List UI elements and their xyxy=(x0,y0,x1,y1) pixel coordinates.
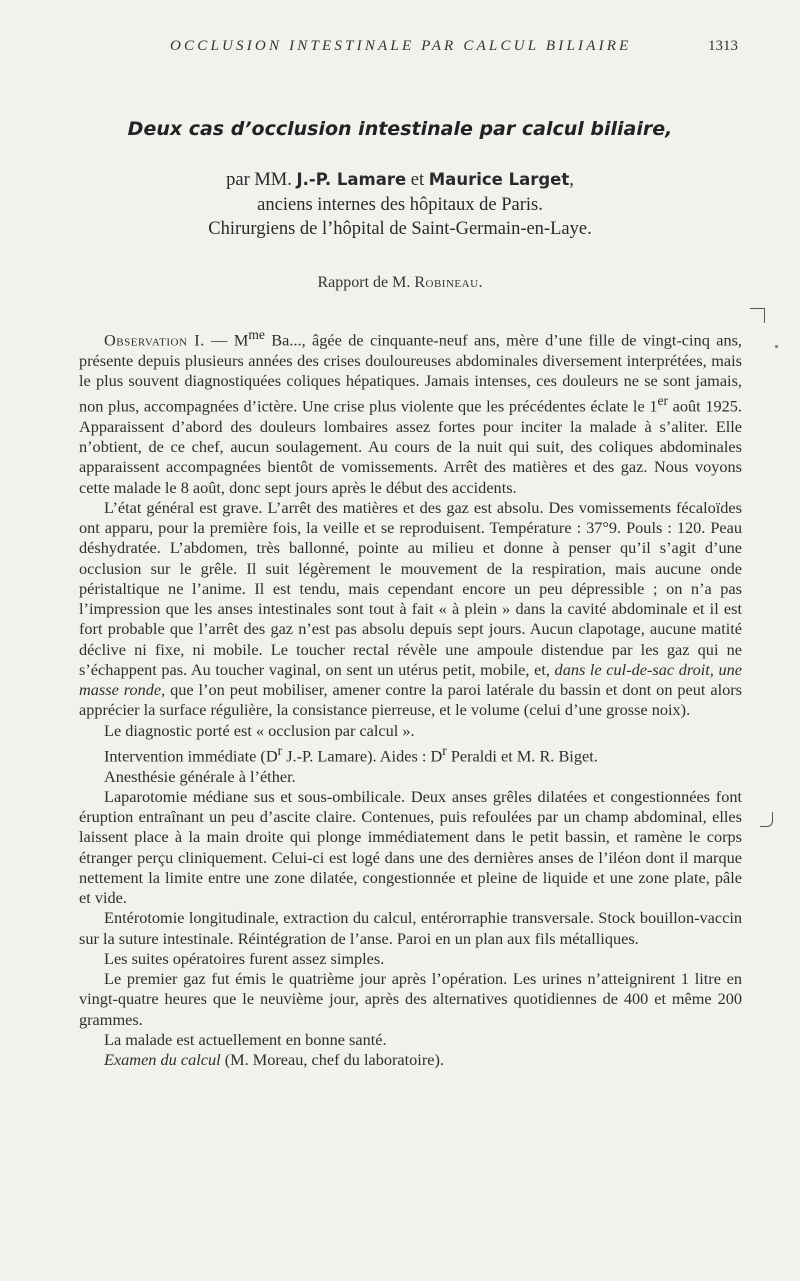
paragraph-examination xyxy=(79,498,742,721)
authors-prefix: par MM. xyxy=(226,170,297,190)
author-1: J.-P. Lamare xyxy=(296,170,407,189)
report-line xyxy=(0,274,800,292)
text-span: Ba..., âgée de cinquante-neuf ans, mère d’une fille de vingt-cinq ans, présente depuis plusieurs années des crises douloureuses abdominales diversement interprétées, mais le plus souvent diagnostiquées coliques hépatiques. Jamais intenses, ces douleurs ne se sont jamais, non plus, accompagnées d’ictère. Une crise plus violente que les précédentes éclate le 1 xyxy=(79,330,742,416)
running-head: OCCLUSION INTESTINALE PAR CALCUL BILIAIRE xyxy=(170,38,632,54)
text-span: J.-P. Lamare). Aides : D xyxy=(282,746,443,766)
superscript: r xyxy=(442,742,447,758)
article-title: Deux cas d’occlusion intestinale par calcul biliaire, xyxy=(127,118,673,140)
reporter-name: Robineau xyxy=(414,274,479,291)
report-prefix: Rapport de M. xyxy=(317,274,415,291)
italic-span: Examen du calcul xyxy=(104,1050,221,1070)
paragraph-enterotomy: Entérotomie longitudinale, extraction du calcul, entérorraphie transversale. Stock bouillon-vaccin sur la suture intestinale. Réintégration de l’anse. Paroi en un plan aux fils métalliques. xyxy=(79,908,742,948)
observation-label: Observation I. xyxy=(104,330,205,350)
paragraph-status: La malade est actuellement en bonne santé. xyxy=(104,1029,387,1049)
paragraph-calculus-exam xyxy=(79,1050,742,1070)
authors-and: et xyxy=(406,170,429,190)
text-span: Peraldi et M. R. Biget. xyxy=(446,746,598,766)
paragraph-recovery: Le premier gaz fut émis le quatrième jour après l’opération. Les urines n’atteignirent 1 litre en vingt-quatre heures que le neuvième jour, après des alternatives quotidiennes de 400 et même 200 grammes. xyxy=(79,969,742,1029)
paragraph-intervention xyxy=(79,741,742,767)
text-span: Intervention immédiate (D xyxy=(104,746,278,766)
superscript: me xyxy=(248,327,265,342)
report-suffix: . xyxy=(478,274,483,291)
author-affiliation-1: anciens internes des hôpitaux de Paris. xyxy=(257,195,543,215)
margin-dot-icon xyxy=(775,345,778,348)
paragraph-diagnosis: Le diagnostic porté est « occlusion par calcul ». xyxy=(104,720,415,740)
italic-span: dans le cul-de-sac droit, une masse ronde xyxy=(79,659,743,700)
page-number: 1313 xyxy=(708,38,738,54)
text-span: L’état général est grave. L’arrêt des matières et des gaz est absolu. Des vomissements fécaloïdes ont apparu, pour la première fois, la veille et se reproduisent. Température : 37°9. Pouls : 120. Peau déshydratée. L’abdomen, très ballonné, pointe au milieu et donne à penser qu’il s’agit d’une occlusion sur le grêle. Il suit légèrement le mouvement de la respiration, mais aucune onde péristaltique ne l’anime. Il est tendu, mais cependant encore un peu dépressible ; on n’a pas l’impression que les anses intestinales sont tout à fait « à plein » dans la cavité abdominale et il est fort probable que l’arrêt des gaz n’est pas absolu depuis sept jours. Aucun clapotage, aucune matité déclive ni fixe, ni mobile. Le toucher rectal révèle une ampoule distendue par les gaz qui ne s’échappent pas. Au toucher vaginal, on sent un utérus petit, mobile, et, xyxy=(79,497,742,679)
superscript: er xyxy=(657,393,669,409)
paragraph-postop: Les suites opératoires furent assez simples. xyxy=(104,948,385,968)
paragraph-observation xyxy=(79,325,742,498)
text-span: , que l’on peut mobiliser, amener contre la paroi latérale du bassin et dont on peut alors apprécier la surface régulière, la consistance pierreuse, et le volume (celui d’une grosse noix). xyxy=(79,680,742,720)
article-body xyxy=(79,325,742,1070)
paragraph-laparotomy: Laparotomie médiane sus et sous-ombilicale. Deux anses grêles dilatées et congestionnées font éruption entraînant un peu d’ascite claire. Contenues, puis refoulées par un champ abdominal, elles laissent place à la main droite qui plonge immédiatement dans le petit bassin, et ramène le corps étranger perçu cliniquement. Celui-ci est logé dans une des dernières anses de l’iléon dont il marque nettement la limite entre une zone dilatée, congestionnée et pleine de liquide et une zone plate, pâle et vide. xyxy=(79,786,742,908)
superscript: r xyxy=(277,742,283,758)
author-line xyxy=(0,170,800,191)
margin-hook-icon xyxy=(760,812,773,827)
margin-mark-icon xyxy=(750,308,765,323)
author-2: Maurice Larget xyxy=(428,170,570,189)
authors-suffix: , xyxy=(569,170,574,190)
author-affiliation-2: Chirurgiens de l’hôpital de Saint-Germain-en-Laye. xyxy=(208,219,592,239)
text-span: août 1925. Apparaissent d’abord des douleurs lombaires assez fortes pour inciter la malade à s’aliter. Elle n’obtient, de ce chef, aucun soulagement. Au cours de la nuit qui suit, des coliques abdominales apparaissent accompagnées bientôt de vomissements. Arrêt des matières et des gaz. Nous voyons cette malade le 8 août, donc sept jours après le début des accidents. xyxy=(79,396,742,497)
text-span: (M. Moreau, chef du laboratoire). xyxy=(220,1050,444,1070)
paragraph-anesthesia: Anesthésie générale à l’éther. xyxy=(104,766,296,786)
text-span: — M xyxy=(204,330,249,350)
